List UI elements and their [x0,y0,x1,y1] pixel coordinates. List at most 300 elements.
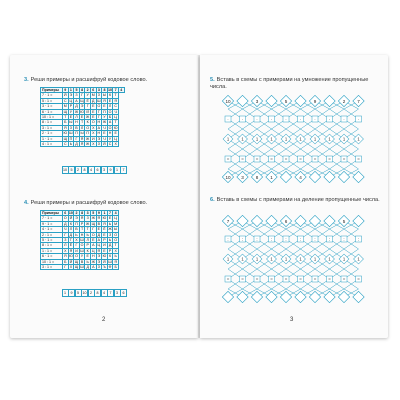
scheme-equals: = [313,156,317,162]
cipher-letter: Ш [80,265,84,270]
cipher-letter: Л [69,227,73,232]
scheme-top-number: 6 [284,218,288,224]
cipher-letter: Ы [102,93,107,98]
scheme-result: 3 [241,174,244,180]
answer-row-3 [62,166,127,174]
cipher-header-number: 7 [114,88,117,92]
cipher-letter: З [97,142,100,147]
cipher-letter: Ы [69,120,73,125]
cipher-letter: Л [86,238,89,243]
cipher-header-label: Примеры [41,88,63,93]
cipher-letter: Л [108,104,112,109]
scheme-equals: = [270,156,273,162]
cipher-letter: Т [80,227,84,232]
cipher-letter: О [91,120,95,125]
scheme-operand: 1 [226,136,230,142]
scheme-operand: 1 [357,256,360,262]
cipher-letter: Е [103,248,106,253]
task-3-title: 3. Реши примеры и расшифруй кодовое слово. [24,77,148,83]
cipher-letter: Н [97,131,101,136]
cipher-letter: Ц [69,98,73,103]
cipher-example: 2 : 1 = [41,232,63,237]
cipher-letter: Й [103,142,106,147]
cipher-example: 3 : 1 = [41,265,63,270]
scheme-sign: · [314,116,316,122]
cipher-letter: Г [97,115,100,120]
answer-cell: 10 [63,168,67,172]
scheme-top-number: 5 [342,218,346,224]
scheme-operand: 1 [284,256,288,262]
scheme-top-box [266,95,277,106]
cipher-header-number: 8 [103,88,106,92]
cipher-letter: В [80,259,84,264]
cipher-letter: Ж [102,120,107,125]
cipher-letter: Я [80,136,84,141]
scheme-top-number: 7 [226,218,230,224]
scheme-operand: 1 [241,136,244,142]
task-6-title: 6. Вставь в схемы с примерами на делениe пропущенные числа. [210,197,380,203]
cipher-letter: Р [86,243,89,248]
cipher-letter: К [69,221,72,226]
cipher-example: 3 : 1 = [41,125,63,130]
cipher-letter: Ш [69,131,73,136]
cipher-letter: Б [64,259,67,264]
cipher-letter: Ю [102,254,107,259]
scheme-operand: 1 [342,256,346,262]
cipher-letter: Ё [103,227,106,232]
cipher-letter: Д [86,265,89,270]
cipher-letter: Д [108,243,112,248]
cipher-letter: Г [75,243,78,248]
scheme-sign: : [227,236,229,242]
scheme-result-box [324,291,335,302]
cipher-letter: П [103,109,106,114]
cipher-header-number: 8 [81,211,84,215]
answer-cell: 9 [107,166,114,174]
cipher-letter: А [92,265,95,270]
scheme-operand: 1 [313,256,317,262]
scheme-operand: 1 [328,136,331,142]
cipher-letter: Я [97,216,101,221]
cipher-letter: М [63,104,67,109]
cipher-letter: Е [92,115,95,120]
cipher-letter: Ь [114,254,117,259]
scheme-sign: : [270,236,273,242]
cipher-letter: Б [114,265,117,270]
cipher-letter: З [108,232,112,237]
cipher-header-number: 10 [68,211,73,215]
cipher-letter: Ж [108,227,112,232]
cipher-letter: А [97,125,101,130]
cipher-header-number: 3 [97,88,100,92]
cipher-row [41,142,125,147]
scheme-result-box [222,291,233,302]
cipher-letter: Й [69,259,73,264]
scheme-sign: · [241,116,244,122]
cipher-letter: У [108,136,112,141]
cipher-header-number: 4 [120,88,123,92]
scheme-sign: · [328,116,331,122]
task-4-title: 4. Реши примеры и расшифруй кодовое слово. [24,200,148,206]
scheme-equals: = [255,276,259,282]
cipher-example: 7 · 1 = [41,216,63,221]
cipher-header-number: 10 [108,88,113,92]
cipher-letter: Ц [91,248,95,253]
cipher-letter: Ы [80,131,84,136]
cipher-letter: З [97,93,100,98]
answer-cell: 9 [68,289,75,297]
cipher-row [41,265,119,270]
scheme-operand: 1 [313,136,317,142]
answer-cell: 4 [88,166,95,174]
workbook-spread [10,55,390,340]
cipher-header-number: 6 [92,88,95,92]
cipher-header-number: 1 [69,88,72,92]
cipher-example: 2 · 1 = [41,131,63,136]
cipher-letter: Е [92,109,95,114]
cipher-letter: Д [97,232,101,237]
cipher-letter: Д [92,98,95,103]
cipher-letter: Ь [86,259,89,264]
cipher-letter: Ь [75,232,78,237]
cipher-header-number: 5 [75,88,78,92]
cipher-example: 5 · 1 = [41,238,63,243]
cipher-letter: Я [103,221,106,226]
scheme-equals: = [284,276,288,282]
cipher-letter: С [114,104,117,109]
cipher-letter: Ь [108,238,112,243]
cipher-letter: Ь [108,221,112,226]
cipher-letter: Н [91,254,95,259]
cipher-letter: Г [92,227,95,232]
cipher-header-number: 2 [75,211,78,215]
cipher-letter: Ш [80,248,84,253]
cipher-letter: Э [97,254,101,259]
cipher-letter: Я [63,254,67,259]
cipher-letter: Р [108,248,112,253]
cipher-letter: И [75,248,78,253]
cipher-letter: Л [64,243,67,248]
scheme-sign: · [357,116,360,122]
cipher-letter: Е [103,131,106,136]
cipher-letter: З [75,93,78,98]
cipher-letter: В [75,227,78,232]
cipher-example: 9 · 1 = [41,221,63,226]
cipher-letter: Ж [86,142,90,147]
left-page [10,55,198,338]
cipher-letter: О [108,125,112,130]
scheme-result-box [324,171,335,182]
cipher-letter: Х [75,238,78,243]
cipher-header-number: 7 [109,211,112,215]
scheme-equals: = [299,276,302,282]
cipher-example: 10 : 1 = [41,259,63,264]
scheme-equals: = [313,276,317,282]
cipher-example: 8 : 1 = [41,120,63,125]
cipher-letter: Я [103,98,106,103]
cipher-letter: Э [97,259,101,264]
cipher-letter: Ф [108,265,112,270]
cipher-letter: Г [86,104,89,109]
cipher-letter: Р [80,221,84,226]
scheme-result-box [338,171,349,182]
cipher-letter: Х [64,248,67,253]
cipher-letter: Я [114,98,117,103]
cipher-header-number: 5 [92,211,95,215]
cipher-letter: Э [97,136,101,141]
scheme-top-box [295,215,306,226]
cipher-letter: Ж [91,259,95,264]
scheme-top-box [251,215,262,226]
scheme-result: 1 [270,174,273,180]
cipher-letter: Н [108,131,112,136]
cipher-letter: О [97,104,101,109]
cipher-letter: Х [114,142,117,147]
cipher-header-number: 2 [86,88,89,92]
cipher-letter: Ч [103,125,106,130]
cipher-letter: Ч [103,136,106,141]
answer-row-4 [62,289,127,297]
cipher-letter: Й [86,109,89,114]
answer-cell: 1 [62,289,69,297]
scheme-equals: = [226,156,230,162]
cipher-letter: М [91,93,95,98]
scheme-sign: : [328,236,331,242]
answer-cell: 6 [120,289,127,297]
cipher-example: 10 : 1 = [41,115,63,120]
cipher-letter: Т [80,120,84,125]
cipher-example: 4 : 1 = [41,142,63,147]
cipher-letter: Ю [102,216,107,221]
cipher-letter: Н [75,120,78,125]
cipher-example: 1 · 1 = [41,136,63,141]
cipher-letter: И [91,136,95,141]
cipher-letter: Ч [64,227,67,232]
answer-cell: 5 [75,289,82,297]
cipher-letter: В [75,125,78,130]
cipher-letter: Щ [74,259,79,264]
cipher-letter: К [109,254,112,259]
cipher-example: 5 : 1 = [41,98,63,103]
cipher-letter: П [75,221,78,226]
answer-cell: 3 [101,166,108,174]
scheme-result-box [280,291,291,302]
cipher-letter: Д [75,142,78,147]
cipher-letter: Н [80,232,84,237]
scheme-operand: 1 [284,136,288,142]
cipher-letter: И [103,243,106,248]
cipher-letter: Х [92,131,95,136]
cipher-letter: Е [108,98,112,103]
scheme-result-box [338,291,349,302]
scheme-operand: 1 [241,256,244,262]
cipher-letter: Т [86,227,89,232]
cipher-letter: Щ [63,136,67,141]
cipher-letter: Ч [114,109,117,114]
cipher-letter: К [86,120,89,125]
cipher-letter: Ц [114,216,117,221]
cipher-letter: Х [92,125,95,130]
cipher-header-number: 9 [64,88,67,92]
cipher-letter: Б [108,115,112,120]
cipher-letter: У [69,109,73,114]
scheme-result-box [309,171,320,182]
scheme-top-box [237,95,248,106]
scheme-sign: · [299,116,302,122]
cipher-letter: Ш [80,238,84,243]
scheme-result-box [295,291,306,302]
scheme-equals: = [328,276,331,282]
cipher-letter: Е [92,104,95,109]
cipher-letter: Н [97,120,101,125]
cipher-letter: Д [75,104,78,109]
scheme-sign: : [299,236,302,242]
cipher-letter: Ц [114,115,117,120]
scheme-equals: = [241,276,244,282]
scheme-result: 8 [255,174,259,180]
answer-cell: 2 [88,289,95,297]
cipher-letter: Ы [114,227,118,232]
cipher-letter: Ё [86,98,89,103]
cipher-letter: Е [103,104,106,109]
cipher-header-number: 8 [81,88,84,92]
scheme-result-box [309,291,320,302]
cipher-letter: Г [75,136,78,141]
scheme-operand: 1 [226,256,230,262]
scheme-equals: = [241,156,244,162]
cipher-letter: Л [75,115,78,120]
scheme-result-box [353,291,364,302]
cipher-letter: Ё [69,243,73,248]
cipher-letter: Ж [74,109,79,114]
scheme-result-box [237,291,248,302]
scheme-result: 10 [225,174,231,180]
cipher-header-number: 1 [103,211,106,215]
scheme-top-number: 10 [225,98,231,104]
cipher-letter: П [86,131,89,136]
scheme-top-box [237,215,248,226]
cipher-letter: З [69,125,72,130]
cipher-letter: Л [80,125,84,130]
scheme-operand: 1 [299,136,302,142]
answer-cell: 10 [82,291,87,295]
cipher-letter: О [108,109,112,114]
cipher-letter: А [92,243,95,248]
cipher-letter: З [97,265,100,270]
scheme-operand: 1 [270,256,273,262]
cipher-letter: Ь [86,232,89,237]
cipher-letter: Э [75,216,78,221]
scheme-equals: = [357,276,360,282]
scheme-result-box [353,171,364,182]
cipher-letter: Е [86,254,89,259]
cipher-letter: Е [108,216,112,221]
scheme-top-box [353,215,364,226]
cipher-letter: Ц [114,136,117,141]
cipher-header-number: 3 [86,211,89,215]
cipher-letter: К [86,248,89,253]
cipher-letter: Ю [80,109,84,114]
cipher-letter: У [103,115,106,120]
cipher-letter: Е [114,131,117,136]
cipher-letter: Ж [86,115,90,120]
cipher-letter: Г [64,232,67,237]
cipher-letter: С [63,98,67,103]
scheme-top-box [324,95,335,106]
cipher-letter: Щ [74,265,79,270]
cipher-letter: Т [69,238,72,243]
scheme-operand: 1 [270,136,273,142]
scheme-top-box [324,215,335,226]
answer-cell: 3 [114,289,121,297]
cipher-example: 1 : 1 = [41,248,63,253]
cipher-letter: Ш [97,98,101,103]
cipher-letter: О [91,232,95,237]
cipher-letter: Е [80,115,84,120]
scheme-top-number: 2 [342,98,346,104]
cipher-letter: А [75,98,78,103]
cipher-letter: В [97,221,101,226]
cipher-letter: З [86,216,89,221]
cipher-letter: Б [64,120,67,125]
page-number-left: 2 [102,317,106,323]
cipher-letter: Е [97,227,101,232]
scheme-top-box [295,95,306,106]
scheme-operand: 1 [255,136,259,142]
scheme-equals: = [342,276,346,282]
answer-cell: 4 [101,289,108,297]
scheme-sign: · [343,116,345,122]
scheme-sign: : [256,236,258,242]
scheme-top-number: 5 [284,98,288,104]
cipher-letter: Х [69,265,73,270]
scheme-operand: 1 [357,136,360,142]
cipher-letter: Ъ [103,265,106,270]
cipher-letter: Я [80,142,84,147]
scheme-result-box [280,171,291,182]
scheme-top-number: 3 [255,98,259,104]
cipher-table-3 [40,87,125,147]
scheme-sign: : [314,236,316,242]
cipher-letter: Й [103,259,106,264]
cipher-letter: Р [103,238,106,243]
cipher-letter: Я [80,216,84,221]
cipher-letter: Щ [91,221,95,226]
division-schemes [222,215,372,303]
cipher-letter: Щ [80,98,84,103]
cipher-letter: У [86,93,89,98]
answer-cell: 1 [114,166,121,174]
scheme-top-number: 7 [357,98,360,104]
scheme-equals: = [270,276,273,282]
cipher-letter: К [109,93,112,98]
cipher-letter: Э [69,93,73,98]
cipher-letter: С [63,142,67,147]
cipher-letter: Я [69,248,73,253]
scheme-result: 4 [299,174,302,180]
answer-cell: 7 [107,289,114,297]
cipher-header-label: Примеры [41,211,63,216]
cipher-letter: М [114,221,118,226]
answer-cell: 7 [120,166,127,174]
scheme-equals: = [342,156,346,162]
cipher-letter: Г [97,109,100,114]
cipher-example: 6 · 1 = [41,109,63,114]
right-page [200,55,388,338]
multiplication-schemes [222,95,372,183]
cipher-example: 8 : 1 = [41,243,63,248]
scheme-operand: 1 [342,136,346,142]
